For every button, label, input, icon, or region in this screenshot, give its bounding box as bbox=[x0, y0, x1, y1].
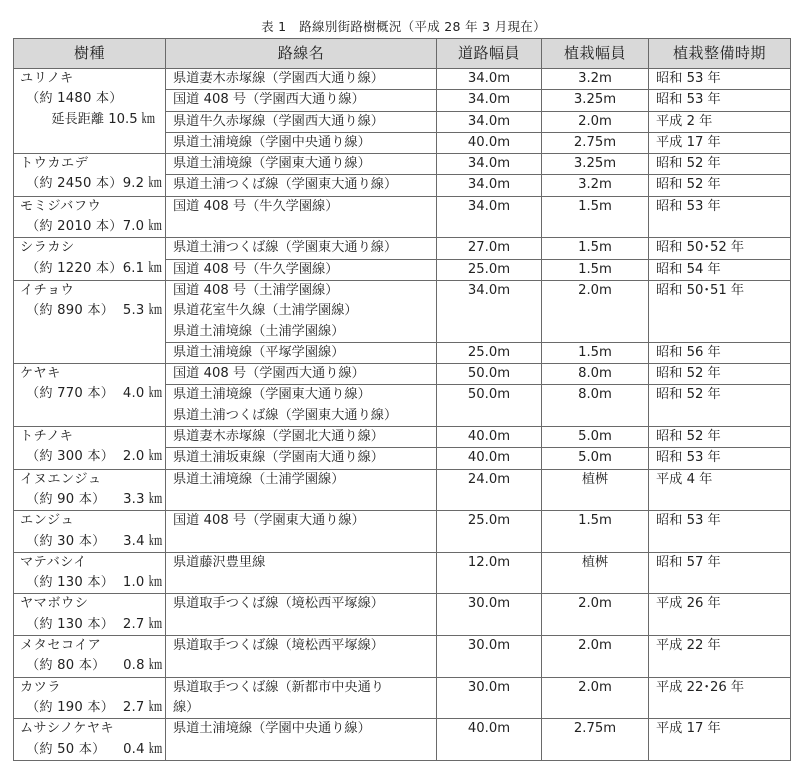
planting-width-cell: 2.0m bbox=[542, 280, 649, 342]
species-count: （約 130 本） 1.0 ㎞ bbox=[26, 575, 163, 591]
table-row bbox=[14, 552, 791, 594]
route-cell bbox=[166, 280, 437, 342]
road-width-cell: 30.0m bbox=[437, 636, 542, 678]
species-count: （約 90 本） 3.3 ㎞ bbox=[26, 491, 163, 507]
planting-width-cell: 植桝 bbox=[542, 552, 649, 594]
route-cell bbox=[166, 427, 437, 448]
route-cell bbox=[166, 364, 437, 385]
road-width-cell: 25.0m bbox=[437, 342, 542, 363]
species-cell bbox=[14, 154, 166, 197]
planting-width-cell: 8.0m bbox=[542, 364, 649, 385]
route-cell bbox=[166, 238, 437, 259]
road-width-cell: 25.0m bbox=[437, 259, 542, 280]
period-cell: 昭和 50･52 年 bbox=[649, 238, 791, 259]
route-name: 国道 408 号（土浦学園線） bbox=[173, 282, 339, 298]
road-width-cell: 40.0m bbox=[437, 427, 542, 448]
planting-width-cell: 2.0m bbox=[542, 677, 649, 719]
route-name: 県道妻木赤塚線（学園西大通り線） bbox=[173, 71, 384, 86]
period-cell: 昭和 57 年 bbox=[649, 552, 791, 594]
planting-width-cell: 1.5m bbox=[542, 238, 649, 259]
species-count: （約 2010 本）7.0 ㎞ bbox=[26, 219, 163, 235]
planting-width-cell: 1.5m bbox=[542, 342, 649, 363]
route-name: 国道 408 号（牛久学園線） bbox=[173, 198, 339, 214]
species-count: （約 80 本） 0.8 ㎞ bbox=[26, 658, 163, 674]
route-name: 県道土浦境線（土浦学園線） bbox=[173, 323, 345, 339]
table-body bbox=[14, 69, 791, 761]
planting-width-cell: 2.0m bbox=[542, 111, 649, 132]
route-name: 県道土浦つくば線（学園東大通り線） bbox=[173, 240, 398, 256]
route-name: 県道土浦境線（学園中央通り線） bbox=[173, 721, 371, 737]
road-width-cell: 40.0m bbox=[437, 132, 542, 153]
species-count: （約 300 本） 2.0 ㎞ bbox=[26, 449, 163, 465]
planting-width-cell: 5.0m bbox=[542, 448, 649, 469]
species-name: マテバシイ bbox=[20, 554, 87, 570]
route-cell bbox=[166, 594, 437, 636]
species-name: エンジュ bbox=[20, 513, 75, 529]
period-cell: 昭和 53 年 bbox=[649, 69, 791, 90]
road-width-cell: 40.0m bbox=[437, 448, 542, 469]
period-cell: 平成 22 年 bbox=[649, 636, 791, 678]
species-cell bbox=[14, 238, 166, 281]
table-row bbox=[14, 280, 791, 342]
road-width-cell: 27.0m bbox=[437, 238, 542, 259]
route-name: 県道牛久赤塚線（学園西大通り線） bbox=[173, 113, 384, 129]
road-width-cell: 34.0m bbox=[437, 154, 542, 175]
table-row bbox=[14, 719, 791, 761]
planting-width-cell: 3.25m bbox=[542, 90, 649, 111]
route-name: 県道取手つくば線（新都市中央通り bbox=[173, 679, 384, 695]
route-name: 線） bbox=[173, 699, 200, 715]
road-width-cell: 40.0m bbox=[437, 719, 542, 761]
species-name: トウカエデ bbox=[20, 156, 89, 172]
table-caption: 表 1 路線別街路樹概況（平成 28 年 3 月現在） bbox=[261, 19, 546, 34]
table-row bbox=[14, 511, 791, 553]
road-width-cell: 34.0m bbox=[437, 175, 542, 196]
header-row bbox=[14, 39, 791, 69]
route-cell bbox=[166, 259, 437, 280]
species-name: ケヤキ bbox=[20, 366, 61, 382]
planting-width-cell: 3.2m bbox=[542, 69, 649, 90]
road-width-cell: 34.0m bbox=[437, 90, 542, 111]
route-cell bbox=[166, 719, 437, 761]
period-cell: 平成 4 年 bbox=[649, 469, 791, 511]
period-cell: 昭和 50･51 年 bbox=[649, 280, 791, 342]
road-width-cell: 34.0m bbox=[437, 111, 542, 132]
species-name: ムサシノケヤキ bbox=[20, 721, 115, 737]
species-count: （約 1480 本） bbox=[26, 91, 123, 107]
road-width-cell: 24.0m bbox=[437, 469, 542, 511]
header-period: 植栽整備時期 bbox=[649, 39, 791, 69]
species-cell bbox=[14, 511, 166, 553]
road-width-cell: 50.0m bbox=[437, 385, 542, 427]
route-cell bbox=[166, 132, 437, 153]
route-cell bbox=[166, 636, 437, 678]
planting-width-cell: 1.5m bbox=[542, 196, 649, 238]
header-road-width: 道路幅員 bbox=[437, 39, 542, 69]
route-name: 国道 408 号（学園西大通り線） bbox=[173, 366, 365, 382]
table-row bbox=[14, 427, 791, 448]
route-name: 県道妻木赤塚線（学園北大通り線） bbox=[173, 429, 384, 445]
route-cell bbox=[166, 154, 437, 175]
table-row bbox=[14, 469, 791, 511]
species-name: シラカシ bbox=[20, 240, 75, 256]
route-name: 県道土浦つくば線（学園東大通り線） bbox=[173, 407, 398, 423]
species-name: メタセコイア bbox=[20, 638, 102, 654]
species-name: カツラ bbox=[20, 679, 62, 695]
species-cell bbox=[14, 196, 166, 238]
planting-width-cell: 8.0m bbox=[542, 385, 649, 427]
species-count: （約 50 本） 0.4 ㎞ bbox=[26, 741, 163, 757]
species-count: （約 890 本） 5.3 ㎞ bbox=[26, 303, 163, 319]
planting-width-cell: 5.0m bbox=[542, 427, 649, 448]
period-cell: 昭和 56 年 bbox=[649, 342, 791, 363]
species-name: イチョウ bbox=[20, 282, 75, 298]
planting-width-cell: 3.2m bbox=[542, 175, 649, 196]
species-cell bbox=[14, 636, 166, 678]
species-name: モミジバフウ bbox=[20, 198, 102, 214]
route-cell bbox=[166, 175, 437, 196]
table-row bbox=[14, 636, 791, 678]
route-name: 県道取手つくば線（境松西平塚線） bbox=[173, 596, 384, 612]
route-name: 県道取手つくば線（境松西平塚線） bbox=[173, 638, 384, 654]
species-cell bbox=[14, 469, 166, 511]
table-row bbox=[14, 154, 791, 175]
period-cell: 平成 2 年 bbox=[649, 111, 791, 132]
species-cell bbox=[14, 719, 166, 761]
period-cell: 昭和 52 年 bbox=[649, 154, 791, 175]
header-species: 樹種 bbox=[14, 39, 166, 69]
species-count: （約 130 本） 2.7 ㎞ bbox=[26, 616, 163, 632]
planting-width-cell: 2.75m bbox=[542, 132, 649, 153]
table-row bbox=[14, 238, 791, 259]
species-count: （約 2450 本）9.2 ㎞ bbox=[26, 176, 163, 192]
route-name: 県道土浦坂東線（学園南大通り線） bbox=[173, 450, 384, 466]
table-row bbox=[14, 594, 791, 636]
period-cell: 昭和 52 年 bbox=[649, 364, 791, 385]
planting-width-cell: 1.5m bbox=[542, 259, 649, 280]
route-cell bbox=[166, 69, 437, 90]
planting-width-cell: 2.0m bbox=[542, 636, 649, 678]
period-cell: 平成 26 年 bbox=[649, 594, 791, 636]
route-name: 県道土浦境線（学園中央通り線） bbox=[173, 134, 371, 150]
species-name: ヤマボウシ bbox=[20, 596, 89, 612]
species-cell bbox=[14, 677, 166, 719]
route-name: 県道土浦境線（平塚学園線） bbox=[173, 344, 345, 360]
species-cell bbox=[14, 594, 166, 636]
species-count: （約 1220 本）6.1 ㎞ bbox=[26, 260, 163, 276]
table-row bbox=[14, 69, 791, 90]
species-cell bbox=[14, 364, 166, 427]
route-cell bbox=[166, 552, 437, 594]
period-cell: 平成 17 年 bbox=[649, 719, 791, 761]
header-planting-width: 植栽幅員 bbox=[542, 39, 649, 69]
route-cell bbox=[166, 448, 437, 469]
route-cell bbox=[166, 111, 437, 132]
period-cell: 平成 17 年 bbox=[649, 132, 791, 153]
route-cell bbox=[166, 677, 437, 719]
route-name: 国道 408 号（学園東大通り線） bbox=[173, 513, 365, 529]
street-tree-table bbox=[13, 38, 791, 761]
planting-width-cell: 植桝 bbox=[542, 469, 649, 511]
species-count: （約 190 本） 2.7 ㎞ bbox=[26, 699, 163, 715]
route-cell bbox=[166, 90, 437, 111]
period-cell: 平成 22･26 年 bbox=[649, 677, 791, 719]
table-row bbox=[14, 677, 791, 719]
period-cell: 昭和 53 年 bbox=[649, 448, 791, 469]
species-name: トチノキ bbox=[20, 429, 74, 445]
species-name: イヌエンジュ bbox=[20, 471, 102, 487]
route-cell bbox=[166, 511, 437, 553]
period-cell: 昭和 52 年 bbox=[649, 385, 791, 427]
road-width-cell: 50.0m bbox=[437, 364, 542, 385]
route-name: 国道 408 号（牛久学園線） bbox=[173, 261, 339, 277]
route-name: 県道土浦境線（学園東大通り線） bbox=[173, 387, 371, 403]
period-cell: 昭和 53 年 bbox=[649, 511, 791, 553]
road-width-cell: 25.0m bbox=[437, 511, 542, 553]
species-cell bbox=[14, 552, 166, 594]
period-cell: 昭和 52 年 bbox=[649, 427, 791, 448]
species-cell bbox=[14, 69, 166, 154]
species-cell bbox=[14, 280, 166, 363]
period-cell: 昭和 53 年 bbox=[649, 90, 791, 111]
road-width-cell: 34.0m bbox=[437, 280, 542, 342]
road-width-cell: 30.0m bbox=[437, 594, 542, 636]
period-cell: 昭和 54 年 bbox=[649, 259, 791, 280]
road-width-cell: 12.0m bbox=[437, 552, 542, 594]
species-name: ユリノキ bbox=[20, 71, 74, 86]
route-cell bbox=[166, 342, 437, 363]
planting-width-cell: 2.0m bbox=[542, 594, 649, 636]
table-row bbox=[14, 196, 791, 238]
period-cell: 昭和 53 年 bbox=[649, 196, 791, 238]
route-cell bbox=[166, 385, 437, 427]
road-width-cell: 30.0m bbox=[437, 677, 542, 719]
planting-width-cell: 3.25m bbox=[542, 154, 649, 175]
route-name: 県道土浦つくば線（学園東大通り線） bbox=[173, 177, 398, 193]
header-route: 路線名 bbox=[166, 39, 437, 69]
species-count: （約 770 本） 4.0 ㎞ bbox=[26, 386, 163, 402]
route-name: 国道 408 号（学園西大通り線） bbox=[173, 92, 365, 108]
planting-width-cell: 2.75m bbox=[542, 719, 649, 761]
route-name: 県道花室牛久線（土浦学園線） bbox=[173, 303, 358, 319]
species-count: （約 30 本） 3.4 ㎞ bbox=[26, 533, 163, 549]
route-name: 県道藤沢豊里線 bbox=[173, 554, 266, 570]
route-name: 県道土浦境線（学園東大通り線） bbox=[173, 156, 371, 172]
period-cell: 昭和 52 年 bbox=[649, 175, 791, 196]
route-cell bbox=[166, 469, 437, 511]
table-row bbox=[14, 364, 791, 385]
route-name: 県道土浦境線（土浦学園線） bbox=[173, 471, 345, 487]
species-cell bbox=[14, 427, 166, 470]
road-width-cell: 34.0m bbox=[437, 69, 542, 90]
species-distance: 延長距離 10.5 ㎞ bbox=[51, 111, 155, 127]
route-cell bbox=[166, 196, 437, 238]
planting-width-cell: 1.5m bbox=[542, 511, 649, 553]
road-width-cell: 34.0m bbox=[437, 196, 542, 238]
